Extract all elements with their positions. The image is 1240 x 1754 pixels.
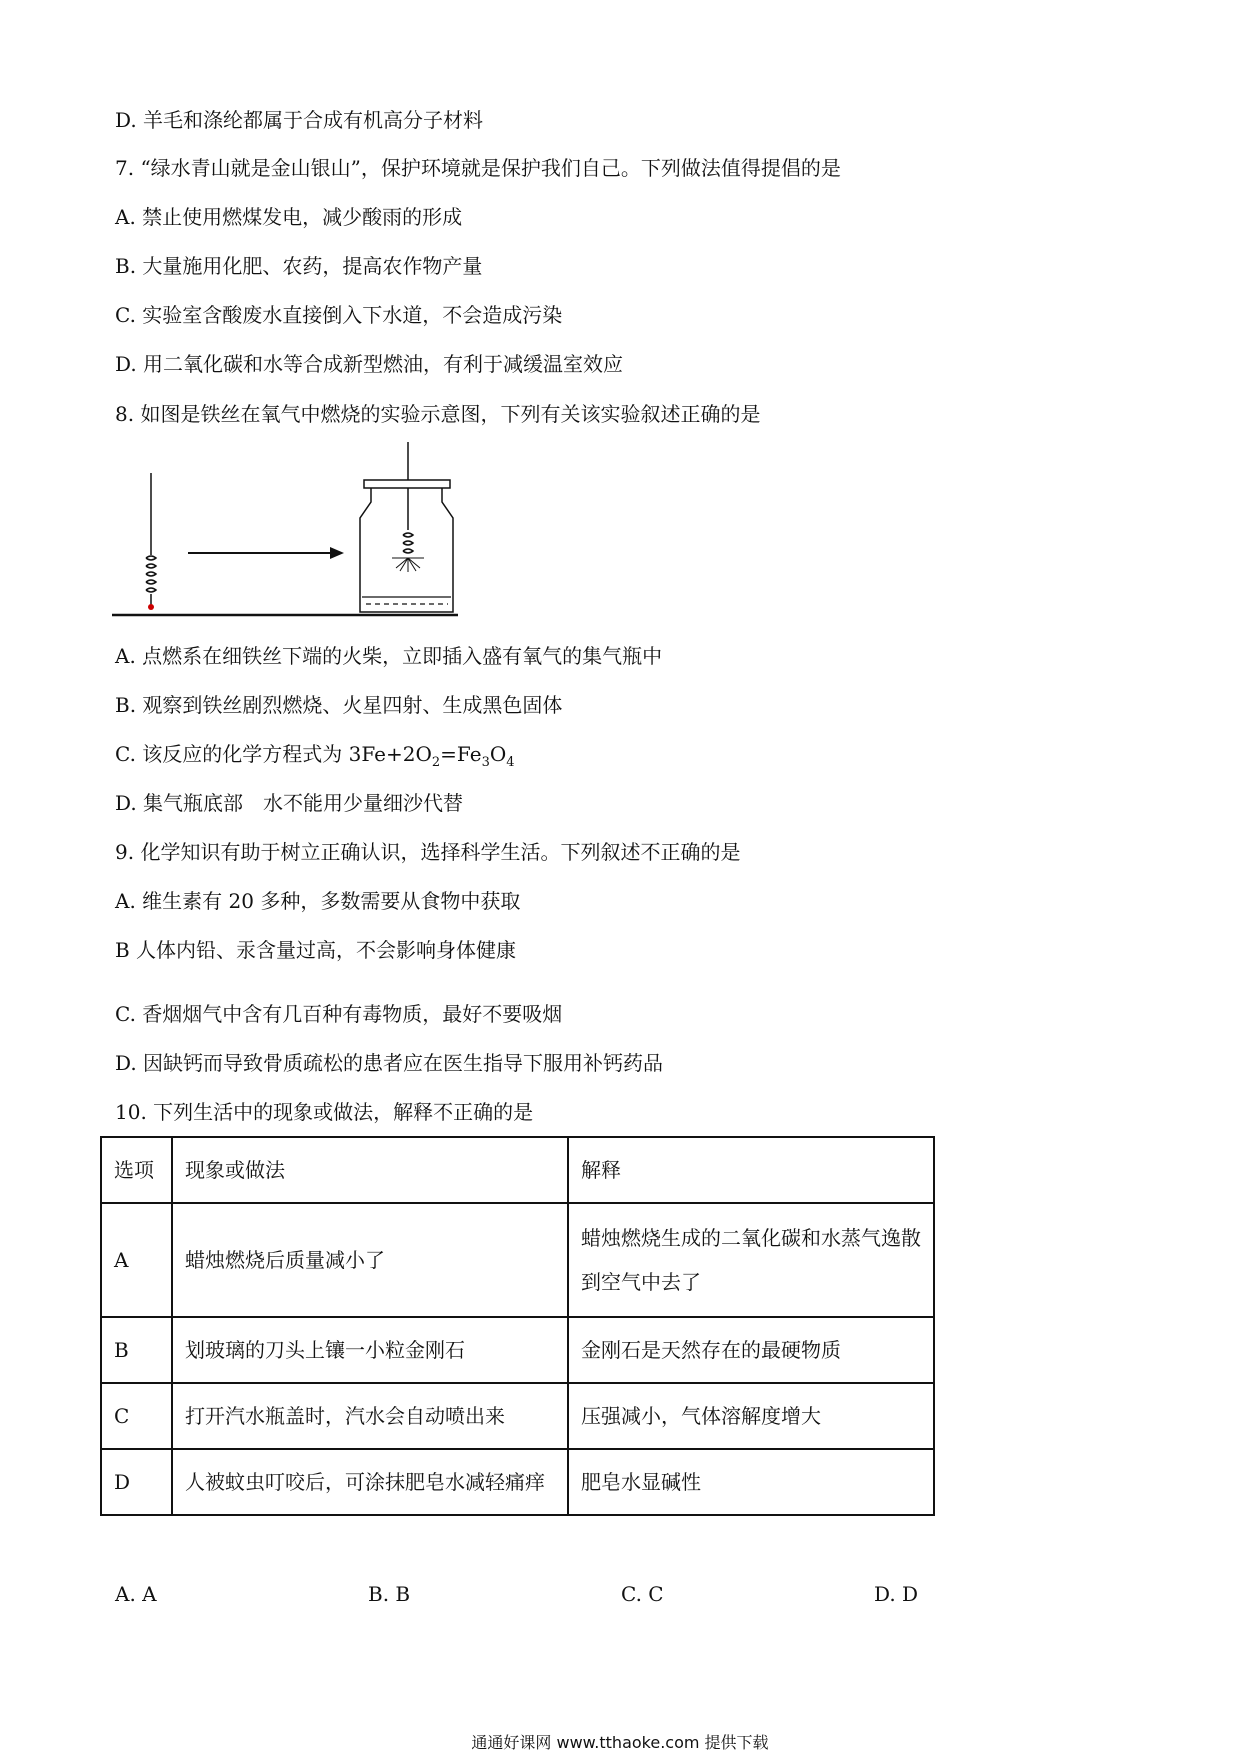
q9-option-b: B 人体内铅、汞含量过高，不会影响身体健康 (115, 938, 517, 962)
subscript: 3 (481, 755, 490, 770)
option-cell: A (101, 1203, 172, 1317)
table-header-row (101, 1137, 934, 1203)
q10-answer-a: A. A (115, 1582, 157, 1606)
gas-collecting-bottle (360, 442, 453, 612)
table-row (101, 1317, 934, 1383)
q8-option-b: B. 观察到铁丝剧烈燃烧、火星四射、生成黑色固体 (115, 693, 563, 717)
phenomenon-cell: 划玻璃的刀头上镶一小粒金刚石 (172, 1317, 568, 1383)
q7-option-d: D. 用二氧化碳和水等合成新型燃油，有利于减缓温室效应 (115, 352, 624, 376)
q8-option-c (115, 740, 515, 777)
phenomenon-cell: 蜡烛燃烧后质量减小了 (172, 1203, 568, 1317)
equation-text: =Fe (440, 742, 482, 766)
header-cell: 解释 (568, 1137, 934, 1203)
iron-wire-combustion-figure (108, 440, 468, 620)
option-cell: D (101, 1449, 172, 1515)
q10-table (100, 1136, 935, 1516)
q8-stem: 8. 如图是铁丝在氧气中燃烧的实验示意图，下列有关该实验叙述正确的是 (115, 402, 761, 426)
arrow (188, 547, 344, 559)
phenomenon-cell: 人被蚊虫叮咬后，可涂抹肥皂水减轻痛痒 (172, 1449, 568, 1515)
q9-option-a: A. 维生素有 20 多种，多数需要从食物中获取 (115, 889, 521, 913)
q10-stem: 10. 下列生活中的现象或做法，解释不正确的是 (115, 1100, 534, 1124)
q10-answer-c: C. C (621, 1582, 664, 1606)
option-cell: B (101, 1317, 172, 1383)
subscript: 4 (506, 755, 515, 770)
explanation-cell: 压强减小，气体溶解度增大 (568, 1383, 934, 1449)
q6-option-d: D. 羊毛和涤纶都属于合成有机高分子材料 (115, 108, 484, 132)
q7-option-b: B. 大量施用化肥、农药，提高农作物产量 (115, 254, 483, 278)
q7-stem: 7. “绿水青山就是金山银山”，保护环境就是保护我们自己。下列做法值得提倡的是 (115, 156, 841, 180)
q9-option-d: D. 因缺钙而导致骨质疏松的患者应在医生指导下服用补钙药品 (115, 1051, 664, 1075)
subscript: 2 (431, 755, 441, 770)
q10-answer-d: D. D (874, 1582, 919, 1606)
equation-text: C. 该反应的化学方程式为 3Fe+2O (115, 742, 432, 766)
q7-option-c: C. 实验室含酸废水直接倒入下水道，不会造成污染 (115, 303, 563, 327)
q9-stem: 9. 化学知识有助于树立正确认识，选择科学生活。下列叙述不正确的是 (115, 840, 741, 864)
table-row (101, 1449, 934, 1515)
explanation-cell: 肥皂水显碱性 (568, 1449, 934, 1515)
phenomenon-cell: 打开汽水瓶盖时，汽水会自动喷出来 (172, 1383, 568, 1449)
table-row (101, 1203, 934, 1317)
q9-option-c: C. 香烟烟气中含有几百种有毒物质，最好不要吸烟 (115, 1002, 563, 1026)
table-row (101, 1383, 934, 1449)
footer-watermark: 通通好课网 www.tthaoke.com 提供下载 (471, 1733, 769, 1752)
explanation-cell: 蜡烛燃烧生成的二氧化碳和水蒸气逸散到空气中去了 (568, 1203, 934, 1317)
header-cell: 现象或做法 (172, 1137, 568, 1203)
header-cell: 选项 (101, 1137, 172, 1203)
equation-text: O (489, 742, 507, 766)
q8-option-d: D. 集气瓶底部 水不能用少量细沙代替 (115, 791, 464, 815)
q10-answer-b: B. B (368, 1582, 411, 1606)
q8-option-a: A. 点燃系在细铁丝下端的火柴，立即插入盛有氧气的集气瓶中 (115, 644, 663, 668)
q7-option-a: A. 禁止使用燃煤发电，减少酸雨的形成 (115, 205, 463, 229)
option-cell: C (101, 1383, 172, 1449)
explanation-cell: 金刚石是天然存在的最硬物质 (568, 1317, 934, 1383)
iron-wire-with-match (146, 473, 156, 610)
